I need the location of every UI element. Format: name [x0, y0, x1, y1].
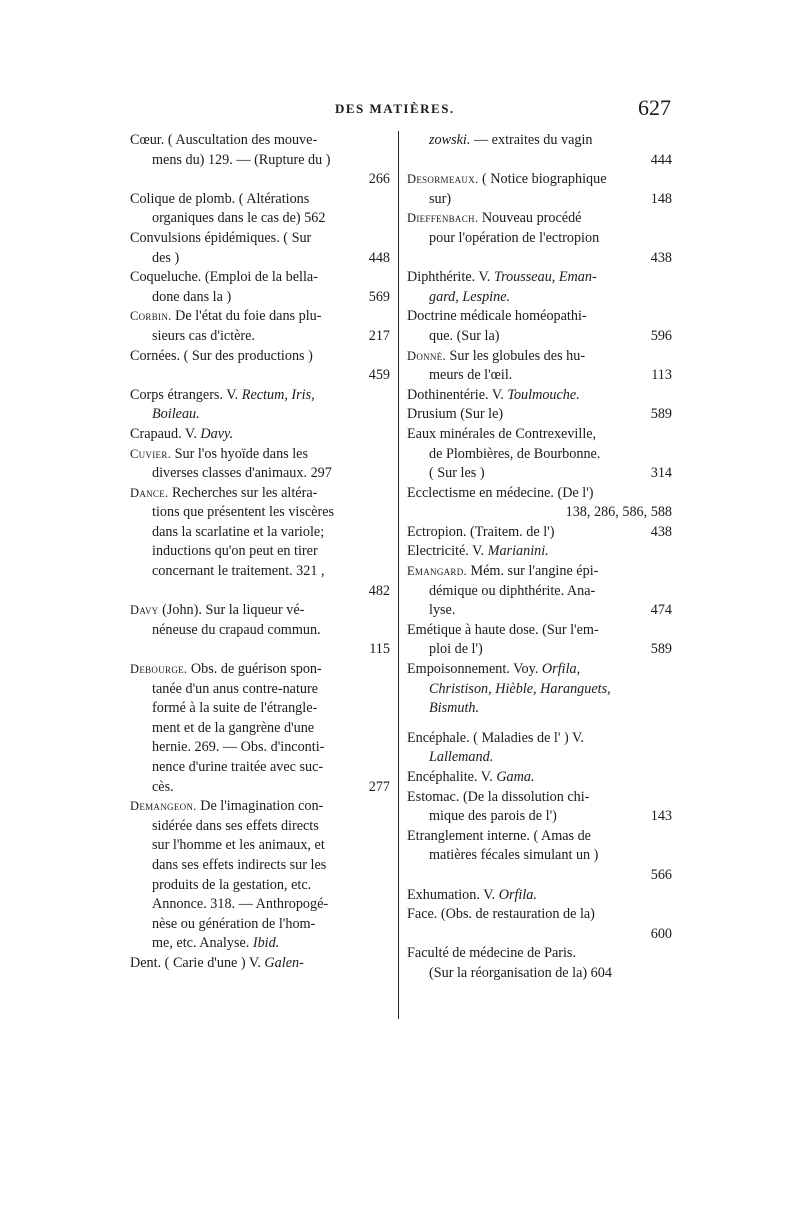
entry-line: Convulsions épidémiques. ( Sur: [130, 229, 312, 246]
entry-line: Donné. Sur les globules des hu-: [407, 347, 586, 364]
page-ref: 459: [368, 367, 390, 384]
entry-line: Drusium (Sur le) 589: [407, 405, 672, 425]
entry-line: Estomac. (De la dissolution chi-: [407, 788, 590, 805]
index-entry: [407, 827, 672, 886]
entry-line: Faculté de médecine de Paris.: [407, 945, 577, 962]
index-entry: [407, 905, 672, 944]
entry-line: Dance. Recherches sur les altéra-: [130, 484, 318, 501]
entry-line: des ) 448: [130, 249, 390, 269]
entry-line: cès. 277: [130, 778, 390, 798]
entry-line: sidérée dans ses effets directs: [152, 817, 319, 834]
page-ref: 569: [368, 288, 390, 305]
entry-line: nèse ou génération de l'hom-: [152, 915, 316, 932]
author-name: Corbin.: [130, 309, 172, 324]
index-entry: [407, 268, 672, 307]
entry-line: Coqueluche. (Emploi de la bella-: [130, 269, 318, 286]
entry-line: Emangard. Mém. sur l'angine épi-: [407, 563, 599, 580]
index-entry: [407, 170, 672, 209]
entry-line: Encéphalite. V. Gama.: [407, 769, 535, 785]
entry-line: Christison, Hièble, Haranguets,: [429, 680, 611, 697]
index-entry: [130, 445, 390, 484]
entry-line: Demangeon. De l'imagination con-: [130, 798, 324, 815]
author-name: Dance.: [130, 485, 169, 500]
index-entry: [407, 542, 672, 562]
author-name: Demangeon.: [130, 799, 197, 814]
entry-line: Bismuth.: [429, 700, 480, 717]
entry-line: gard, Lespine.: [429, 288, 511, 305]
book-page: [130, 95, 670, 1095]
entry-line: inductions qu'on peut en tirer: [152, 543, 318, 560]
entry-line: Colique de plomb. ( Altérations: [130, 190, 310, 207]
entry-line: matières fécales simulant un ): [429, 847, 599, 864]
index-entry: [130, 660, 390, 797]
entry-line: ment et de la gangrène d'une: [152, 719, 315, 736]
page-header: [130, 95, 670, 129]
entry-line: Cœur. ( Auscultation des mouve-: [130, 132, 318, 148]
index-entry: [130, 386, 390, 425]
entry-line: Boileau.: [152, 406, 200, 423]
entry-line: pour l'opération de l'ectropion: [429, 229, 600, 246]
entry-line: Emétique à haute dose. (Sur l'em-: [407, 621, 599, 638]
index-entry: [130, 484, 390, 602]
entry-line: Face. (Obs. de restauration de la): [407, 906, 595, 923]
index-entry: [130, 601, 390, 660]
page-ref: 596: [650, 327, 672, 344]
page-ref: 217: [368, 327, 390, 344]
entry-line: dans la scarlatine et la variole;: [152, 523, 325, 540]
page-ref: 266: [368, 171, 390, 188]
page-ref: 566: [650, 866, 672, 883]
entry-line: Davy (John). Sur la liqueur vé-: [130, 602, 305, 619]
page-ref: 474: [650, 602, 672, 619]
index-entry: [407, 307, 672, 346]
author-name: Donné.: [407, 348, 446, 363]
entry-line: Lallemand.: [429, 749, 494, 766]
page-ref: 448: [368, 249, 390, 266]
column-divider: [398, 131, 399, 1019]
entry-line: organiques dans le cas de) 562: [152, 210, 326, 227]
entry-line: hernie. 269. — Obs. d'inconti-: [152, 739, 325, 756]
entry-line: ploi de l') 589: [407, 640, 672, 660]
entry-line: de Plombières, de Bourbonne.: [429, 445, 601, 462]
entry-line: Encéphale. ( Maladies de l' ) V.: [407, 729, 584, 746]
entry-line: que. (Sur la) 596: [407, 327, 672, 347]
entry-line: Electricité. V. Marianini.: [407, 543, 549, 560]
entry-line: Exhumation. V. Orfila.: [407, 886, 537, 903]
page-ref: 143: [650, 808, 672, 825]
index-entry: [130, 954, 390, 974]
entry-line: Ectropion. (Traitem. de l') 438: [407, 523, 672, 543]
entry-line: ( Sur les ) 314: [407, 464, 672, 484]
entry-line: Empoisonnement. Voy. Orfila,: [407, 661, 581, 678]
page-ref: 277: [368, 778, 390, 795]
entry-line: Cuvier. Sur l'os hyoïde dans les: [130, 445, 308, 462]
page-ref: 148: [650, 190, 672, 207]
index-entry: [407, 405, 672, 425]
entry-line: sur) 148: [407, 190, 672, 210]
entry-line: Corbin. De l'état du foie dans plu-: [130, 308, 322, 325]
entry-line: Ecclectisme en médecine. (De l'): [407, 484, 594, 501]
author-name: Desormeaux.: [407, 172, 479, 187]
entry-line: Desormeaux. ( Notice biographique: [407, 171, 607, 188]
page-ref: 438: [650, 523, 672, 540]
page-number: 627: [638, 95, 671, 120]
entry-line: me, etc. Analyse. Ibid.: [152, 935, 280, 952]
right-column: [407, 131, 672, 984]
entry-line: Debourge. Obs. de guérison spon-: [130, 661, 322, 678]
entry-line: Etranglement interne. ( Amas de: [407, 827, 591, 844]
entry-line: meurs de l'œil. 113: [407, 366, 672, 386]
author-name: Cuvier.: [130, 446, 172, 461]
entry-line: Dieffenbach. Nouveau procédé: [407, 210, 582, 227]
entry-line: formé à la suite de l'étrangle-: [152, 700, 318, 717]
index-entry: [407, 944, 672, 983]
index-entry: [407, 425, 672, 484]
index-entry: [130, 229, 390, 268]
page-ref: 138, 286, 586, 588: [565, 504, 672, 521]
index-entry: [407, 660, 672, 719]
page-ref: 314: [650, 465, 672, 482]
entry-line: Cornées. ( Sur des productions ): [130, 347, 313, 364]
running-head: DES MATIÈRES.: [335, 101, 455, 116]
entry-line: Eaux minérales de Contrexeville,: [407, 425, 597, 442]
index-entry: [407, 621, 672, 660]
page-ref: 600: [650, 925, 672, 942]
index-entry: [407, 886, 672, 906]
index-entry: [407, 523, 672, 543]
author-name: Davy: [130, 603, 159, 618]
index-entry: [130, 425, 390, 445]
page-ref: 115: [369, 641, 390, 658]
author-name: Dieffenbach.: [407, 211, 479, 226]
entry-line: tions que présentent les viscères: [152, 504, 335, 521]
index-entry: [130, 131, 390, 190]
index-entry: [407, 131, 672, 170]
entry-line: Corps étrangers. V. Rectum, Iris,: [130, 386, 315, 403]
entry-line: sieurs cas d'ictère. 217: [130, 327, 390, 347]
entry-line: diverses classes d'animaux. 297: [152, 465, 332, 482]
entry-line: lyse. 474: [407, 601, 672, 621]
index-entry: [407, 484, 672, 523]
index-entry: [130, 307, 390, 346]
page-ref: 589: [650, 641, 672, 658]
index-entry: [407, 209, 672, 268]
entry-line: concernant le traitement. 321 ,: [152, 563, 325, 580]
page-ref: 589: [650, 406, 672, 423]
page-ref: 438: [650, 249, 672, 266]
index-entry: [130, 268, 390, 307]
entry-line: mique des parois de l') 143: [407, 807, 672, 827]
entry-line: Diphthérite. V. Trousseau, Eman-: [407, 269, 597, 286]
entry-line: nence d'urine traitée avec suc-: [152, 759, 324, 775]
entry-line: démique ou diphthérite. Ana-: [429, 582, 596, 599]
index-entry: [407, 386, 672, 406]
entry-line: Dent. ( Carie d'une ) V. Galen-: [130, 954, 304, 971]
index-entry: [407, 562, 672, 621]
entry-line: zowski. — extraites du vagin: [429, 132, 593, 148]
page-ref: 482: [368, 582, 390, 599]
page-ref: 113: [651, 367, 672, 384]
entry-line: dans ses effets indirects sur les: [152, 856, 327, 873]
index-entry: [407, 768, 672, 788]
entry-line: Crapaud. V. Davy.: [130, 425, 234, 442]
entry-line: sur l'homme et les animaux, et: [152, 837, 325, 854]
entry-line: Doctrine médicale homéopathi-: [407, 308, 587, 325]
index-entry: [407, 347, 672, 386]
entry-line: tanée d'un anus contre-nature: [152, 680, 319, 697]
entry-line: mens du) 129. — (Rupture du ): [152, 151, 331, 168]
author-name: Debourge.: [130, 662, 188, 677]
entry-line: done dans la ) 569: [130, 288, 390, 308]
entry-line: Annonce. 318. — Anthropogé-: [152, 896, 329, 913]
entry-line: produits de la gestation, etc.: [152, 876, 312, 893]
index-entry: [407, 788, 672, 827]
entry-line: (Sur la réorganisation de la) 604: [429, 964, 612, 981]
index-entry: [130, 190, 390, 229]
entry-line: néneuse du crapaud commun.: [152, 621, 321, 638]
index-entry: [130, 797, 390, 954]
index-entry: [130, 347, 390, 386]
entry-line: Dothinentérie. V. Toulmouche.: [407, 386, 580, 403]
author-name: Emangard.: [407, 564, 467, 579]
left-column: [130, 131, 390, 974]
page-ref: 444: [650, 151, 672, 168]
index-entry: [407, 729, 672, 768]
